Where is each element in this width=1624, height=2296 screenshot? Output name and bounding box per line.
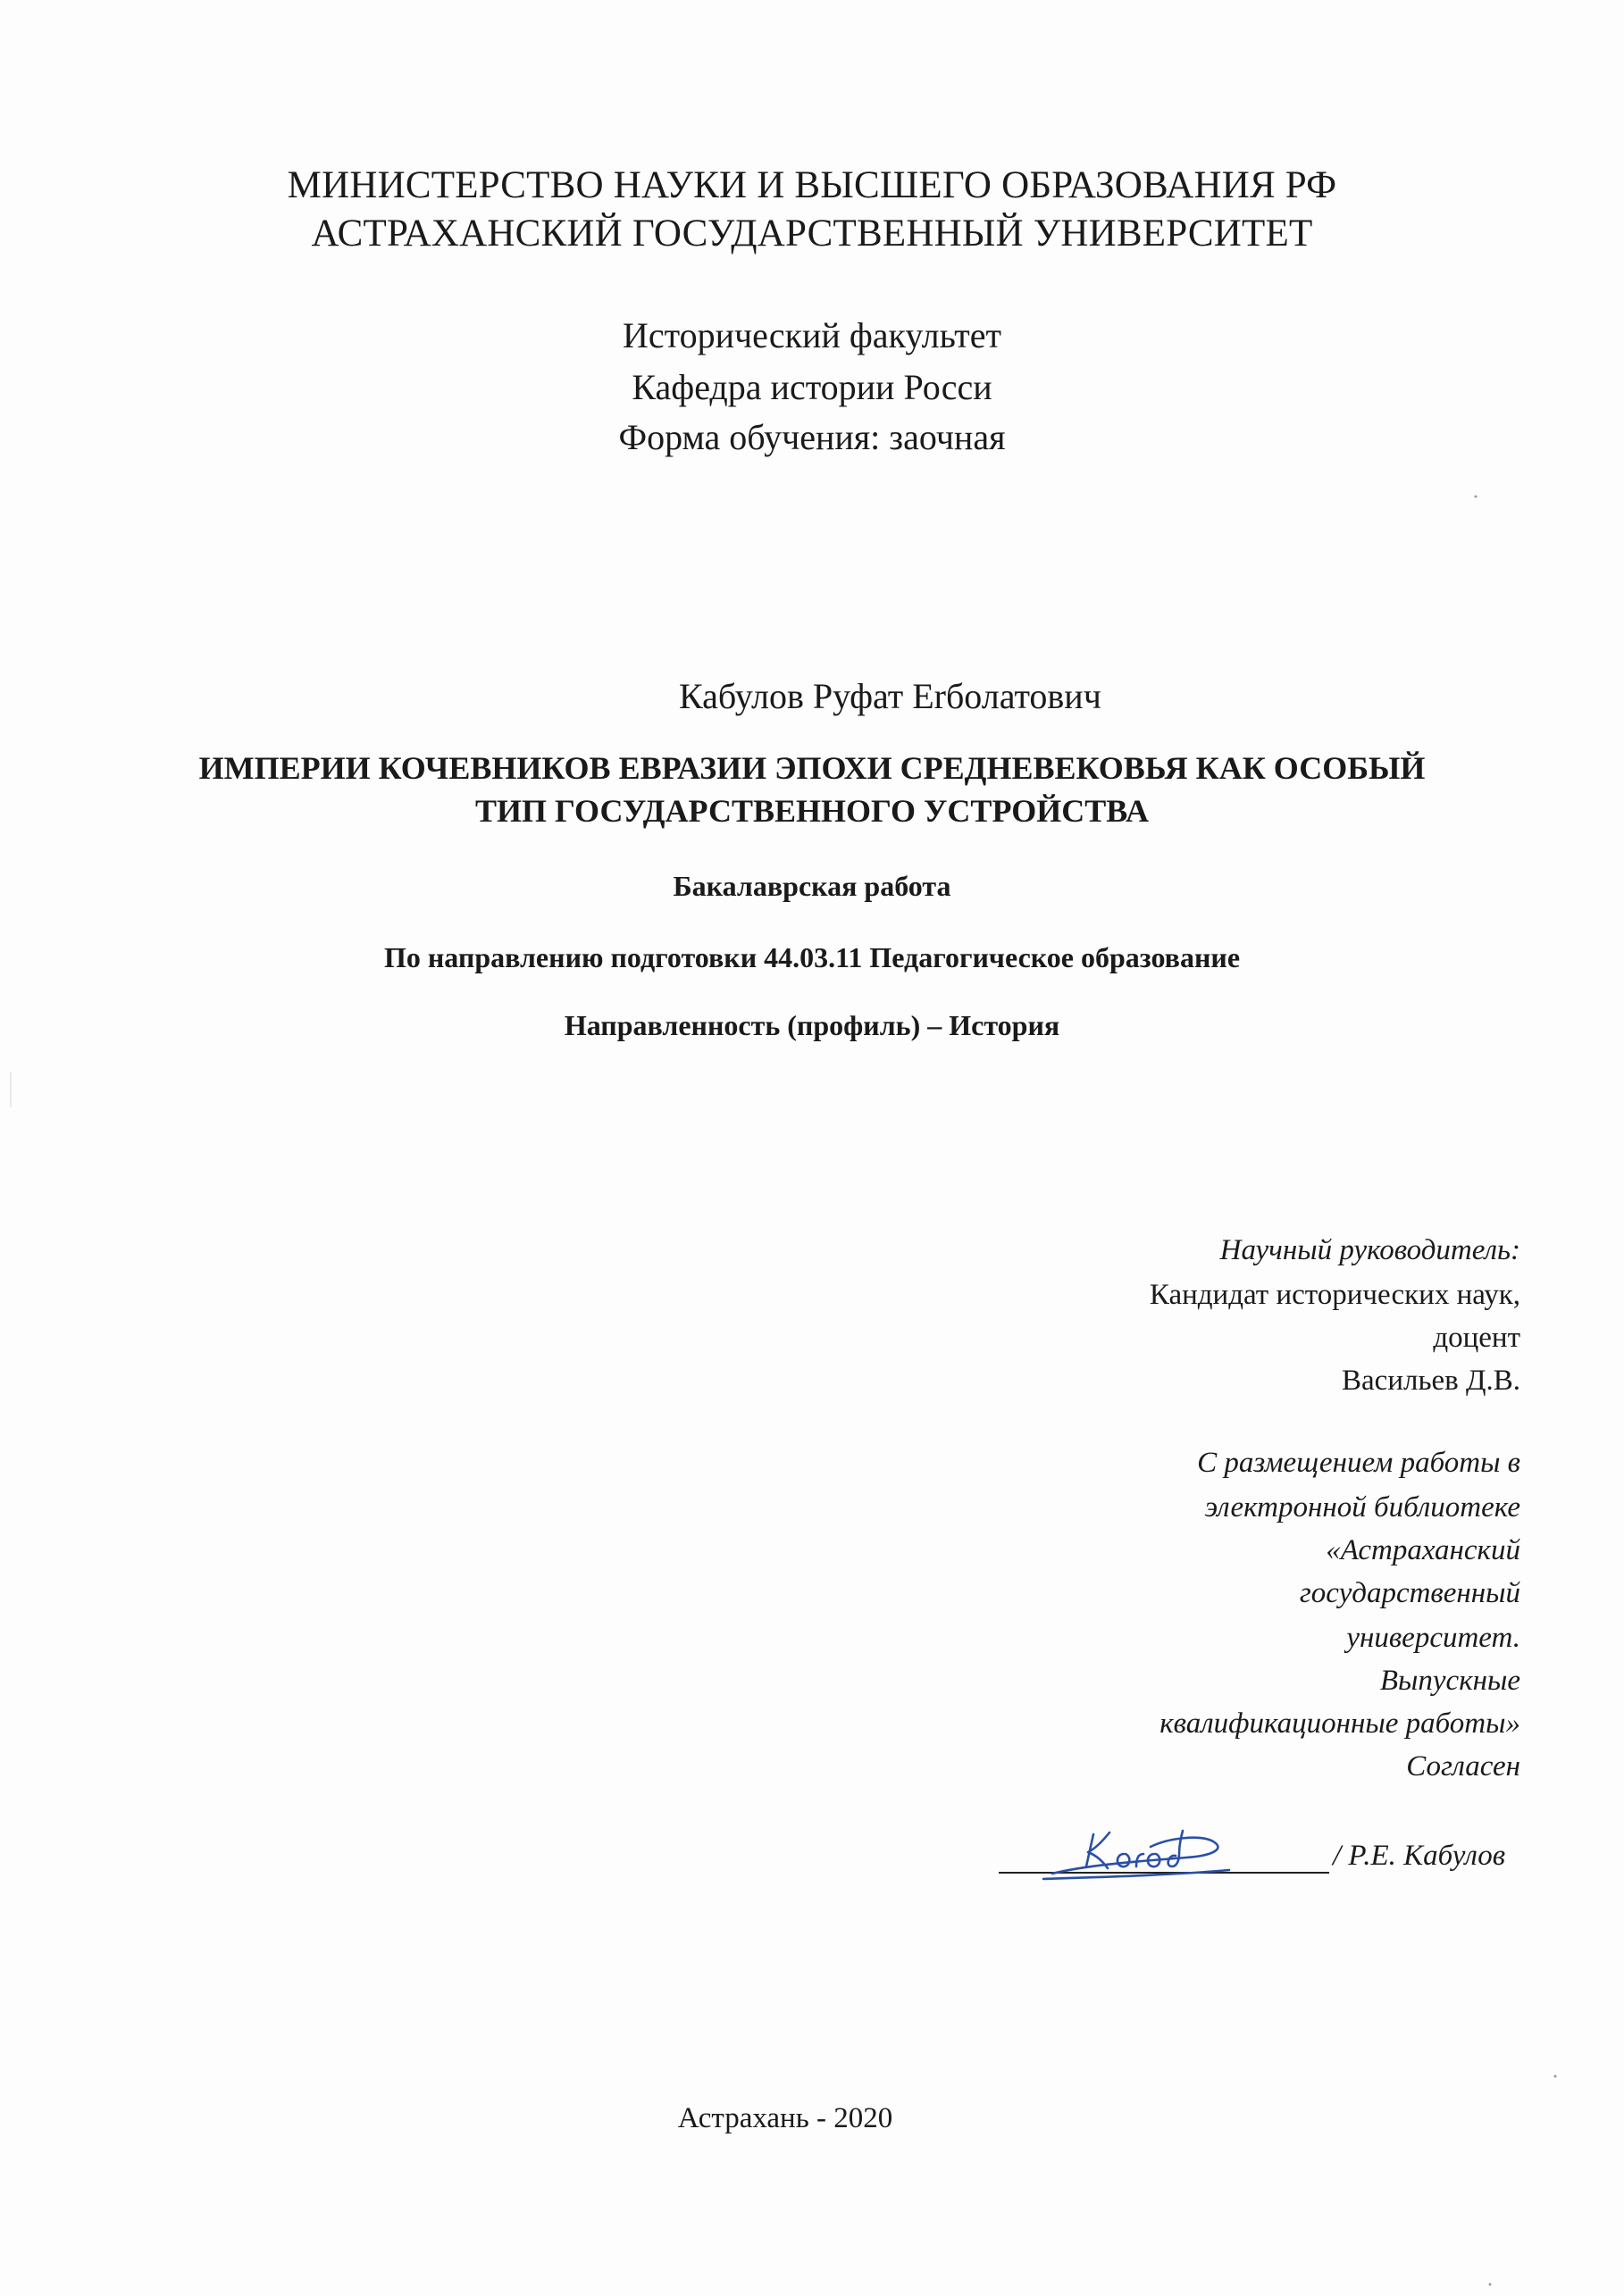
consent-line-7: квалификационные работы» [1159, 1707, 1520, 1740]
ministry-heading: МИНИСТЕРСТВО НАУКИ И ВЫСШЕГО ОБРАЗОВАНИЯ РФ [287, 164, 1337, 206]
study-direction: По направлению подготовки 44.03.11 Педагогическое образование [383, 941, 1241, 973]
thesis-title-line-1: ИМПЕРИИ КОЧЕВНИКОВ ЕВРАЗИИ ЭПОХИ СРЕДНЕВЕКОВЬЯ КАК ОСОБЫЙ [198, 750, 1426, 786]
consent-line-8: Согласен [1406, 1750, 1520, 1783]
chair-name: Кафедра истории Росси [632, 367, 992, 407]
supervisor-name: Васильев Д.В. [1342, 1365, 1520, 1397]
supervisor-label: Научный руководитель: [1219, 1234, 1520, 1266]
supervisor-degree: Кандидат исторических наук, [1149, 1279, 1520, 1311]
supervisor-position: доцент [1433, 1322, 1520, 1354]
consent-line-5: университет. [1346, 1622, 1520, 1654]
consent-line-1: С размещением работы в [1197, 1447, 1520, 1479]
signature-block [999, 1829, 1535, 1891]
author-name: Кабулов Руфат Erболатович [679, 676, 1101, 716]
consent-line-2: электронной библиотеке [1204, 1491, 1520, 1524]
study-profile: Направленность (профиль) – История [564, 1009, 1060, 1041]
thesis-title-line-2: ТИП ГОСУДАРСТВЕННОГО УСТРОЙСТВА [475, 793, 1149, 829]
study-form: Форма обучения: заочная [618, 417, 1006, 457]
consent-line-4: государственный [1299, 1577, 1520, 1609]
faculty-name: Исторический факультет [622, 315, 1002, 355]
work-type: Бакалаврская работа [673, 870, 951, 902]
handwritten-signature [1034, 1815, 1249, 1895]
city-year: Астрахань - 2020 [677, 2102, 893, 2134]
signature-name: / Р.Е. Кабулов [1333, 1840, 1506, 1872]
university-heading: АСТРАХАНСКИЙ ГОСУДАРСТВЕННЫЙ УНИВЕРСИТЕТ [311, 213, 1313, 255]
consent-line-3: «Астраханский [1326, 1534, 1520, 1566]
consent-line-6: Выпускные [1379, 1665, 1520, 1697]
